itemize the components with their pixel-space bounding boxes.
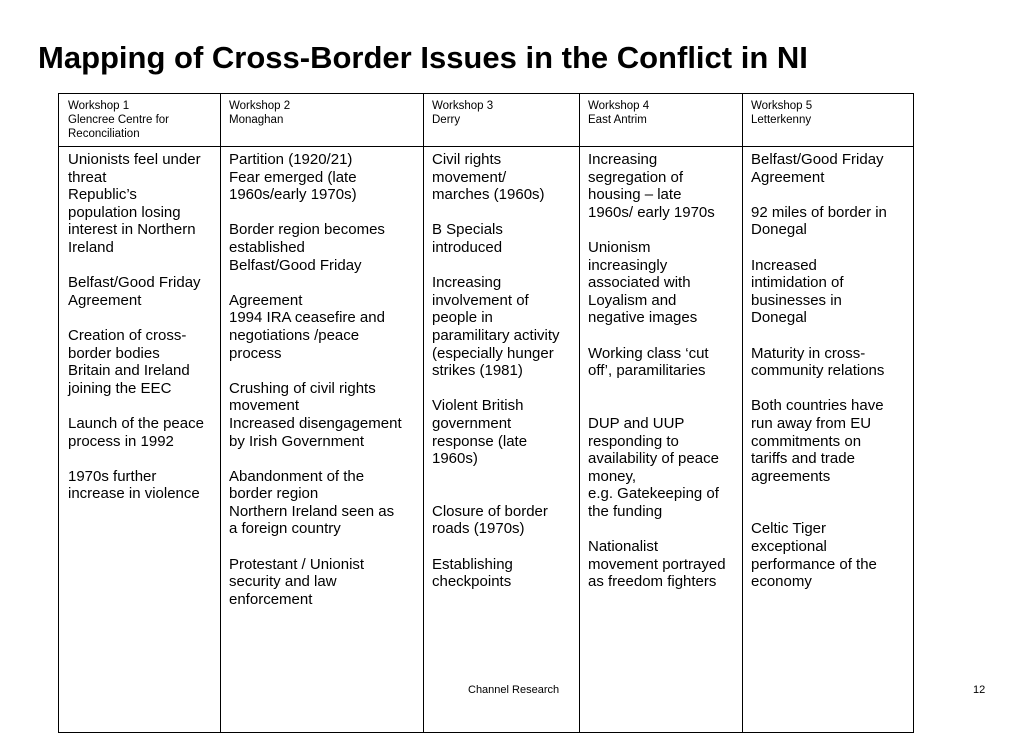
- issue-line: Fear emerged (late: [229, 168, 357, 186]
- issue-line: [432, 468, 560, 486]
- issue-line: movement/: [432, 168, 507, 186]
- issue-line: responding to: [588, 432, 679, 450]
- workshop-2-issues: [229, 151, 402, 608]
- issue-line: roads (1970s): [432, 520, 525, 538]
- issue-line: increasingly: [588, 256, 668, 274]
- header-line: Workshop 3: [432, 100, 494, 112]
- workshop-2-header: [229, 99, 290, 127]
- issue-line: movement portrayed: [588, 555, 726, 573]
- issue-line: [229, 450, 402, 468]
- issue-line: Establishing: [432, 555, 513, 573]
- workshop-4-issues: [588, 151, 726, 591]
- issue-line: Civil rights: [432, 151, 502, 168]
- issue-line: Ireland: [68, 238, 114, 256]
- issue-line: Belfast/Good Friday: [751, 151, 884, 168]
- issue-line: Partition (1920/21): [229, 151, 353, 168]
- issue-line: population losing: [68, 203, 181, 221]
- issue-line: [588, 380, 726, 398]
- issue-line: commitments on: [751, 432, 862, 450]
- issue-line: run away from EU: [751, 414, 872, 432]
- column-divider: [579, 94, 580, 732]
- header-line: Monaghan: [229, 114, 284, 126]
- workshop-1-header: [68, 99, 169, 141]
- issue-line: Belfast/Good Friday: [229, 256, 362, 274]
- issue-line: Increased: [751, 256, 817, 274]
- issue-line: by Irish Government: [229, 432, 365, 450]
- issue-line: B Specials: [432, 221, 503, 239]
- issue-line: 1960s): [432, 450, 478, 468]
- issue-line: [588, 327, 726, 345]
- issue-line: Increased disengagement: [229, 414, 402, 432]
- header-line: East Antrim: [588, 114, 647, 126]
- issue-line: e.g. Gatekeeping of: [588, 485, 719, 503]
- issue-line: paramilitary activity: [432, 326, 560, 344]
- column-divider: [220, 94, 221, 732]
- issue-line: community relations: [751, 362, 885, 380]
- issue-line: 1994 IRA ceasefire and: [229, 309, 385, 327]
- issue-line: Maturity in cross-: [751, 344, 866, 362]
- issue-line: exceptional: [751, 538, 827, 556]
- issue-line: [229, 274, 402, 292]
- issue-line: [68, 397, 204, 415]
- issue-line: Border region becomes: [229, 221, 385, 239]
- issue-line: Britain and Ireland: [68, 362, 190, 380]
- issue-line: process in 1992: [68, 432, 174, 450]
- column-divider: [742, 94, 743, 732]
- header-line: Workshop 2: [229, 100, 291, 112]
- header-line: Derry: [432, 114, 461, 126]
- workshop-5-issues: [751, 151, 887, 591]
- issue-line: agreements: [751, 467, 831, 485]
- issue-line: border region: [229, 485, 319, 503]
- issue-line: [751, 503, 887, 521]
- issue-line: Unionists feel under: [68, 151, 201, 168]
- header-line: Glencree Centre for: [68, 114, 169, 126]
- header-line: Reconciliation: [68, 128, 140, 140]
- issue-line: strikes (1981): [432, 362, 523, 380]
- issue-line: 92 miles of border in: [751, 203, 887, 221]
- issue-line: segregation of: [588, 168, 684, 186]
- issue-line: joining the EEC: [68, 379, 172, 397]
- workshop-3-issues: [432, 151, 560, 591]
- issue-line: security and law: [229, 573, 337, 591]
- issue-line: Republic’s: [68, 186, 137, 204]
- issue-line: 1970s further: [68, 467, 157, 485]
- header-line: Workshop 1: [68, 100, 130, 112]
- header-line: Workshop 5: [751, 100, 813, 112]
- issue-line: process: [229, 344, 282, 362]
- issue-line: Loyalism and: [588, 291, 677, 309]
- issue-line: money,: [588, 467, 637, 485]
- issue-line: Unionism: [588, 238, 651, 256]
- workshop-3-header: [432, 99, 493, 127]
- workshop-1-issues: [68, 151, 204, 503]
- issue-line: 1960s/early 1970s): [229, 186, 357, 204]
- issue-line: Celtic Tiger: [751, 520, 827, 538]
- issue-line: Working class ‘cut: [588, 344, 709, 362]
- issue-line: Creation of cross-: [68, 326, 187, 344]
- workshop-5-header: [751, 99, 812, 127]
- header-line: Letterkenny: [751, 114, 812, 126]
- issue-line: intimidation of: [751, 274, 844, 292]
- issue-line: Northern Ireland seen as: [229, 502, 395, 520]
- issue-line: increase in violence: [68, 485, 200, 503]
- footer-source: Channel Research: [468, 684, 560, 696]
- issue-line: tariffs and trade: [751, 450, 855, 468]
- issue-line: associated with: [588, 274, 691, 292]
- issue-line: [751, 485, 887, 503]
- issue-line: government: [432, 414, 512, 432]
- issue-line: marches (1960s): [432, 186, 545, 204]
- issue-line: [229, 362, 402, 380]
- issue-line: Abandonment of the: [229, 467, 365, 485]
- issue-line: [751, 380, 887, 398]
- issue-line: Crushing of civil rights: [229, 379, 376, 397]
- issue-line: checkpoints: [432, 573, 512, 591]
- issue-line: availability of peace: [588, 450, 719, 468]
- issue-line: [68, 309, 204, 327]
- issue-line: negotiations /peace: [229, 326, 360, 344]
- issue-line: border bodies: [68, 344, 160, 362]
- issue-line: businesses in: [751, 291, 842, 309]
- issue-line: Donegal: [751, 309, 807, 327]
- issue-line: [432, 257, 560, 275]
- issue-line: Belfast/Good Friday: [68, 274, 201, 292]
- issue-line: Violent British: [432, 397, 524, 415]
- page-title: Mapping of Cross-Border Issues in the Conflict in NI: [38, 40, 808, 75]
- issue-line: introduced: [432, 238, 503, 256]
- issue-line: [432, 380, 560, 398]
- issue-line: [751, 327, 887, 345]
- issue-line: enforcement: [229, 590, 313, 608]
- header-divider: [59, 146, 913, 147]
- issue-line: [588, 520, 726, 538]
- issue-line: DUP and UUP: [588, 414, 685, 432]
- issue-line: economy: [751, 573, 812, 591]
- workshop-table: [58, 93, 914, 733]
- issue-line: [229, 538, 402, 556]
- issue-line: [751, 186, 887, 204]
- issue-line: Increasing: [588, 151, 658, 168]
- workshop-4-header: [588, 99, 649, 127]
- header-line: Workshop 4: [588, 100, 650, 112]
- issue-line: [432, 485, 560, 503]
- issue-line: [588, 221, 726, 239]
- issue-line: [229, 204, 402, 222]
- issue-line: threat: [68, 168, 107, 186]
- issue-line: Donegal: [751, 221, 807, 239]
- issue-line: off’, paramilitaries: [588, 362, 706, 380]
- issue-line: [588, 397, 726, 415]
- issue-line: movement: [229, 397, 300, 415]
- issue-line: Agreement: [229, 291, 303, 309]
- issue-line: Nationalist: [588, 538, 659, 556]
- page-number: 12: [973, 684, 986, 696]
- issue-line: Agreement: [68, 291, 142, 309]
- issue-line: Agreement: [751, 168, 825, 186]
- issue-line: Both countries have: [751, 397, 884, 415]
- issue-line: established: [229, 238, 305, 256]
- issue-line: as freedom fighters: [588, 573, 717, 591]
- issue-line: [68, 257, 204, 275]
- issue-line: [751, 239, 887, 257]
- issue-line: Launch of the peace: [68, 414, 204, 432]
- issue-line: Increasing: [432, 274, 502, 292]
- issue-line: [68, 450, 204, 468]
- issue-line: (especially hunger: [432, 344, 554, 362]
- issue-line: a foreign country: [229, 520, 341, 538]
- issue-line: response (late: [432, 432, 528, 450]
- issue-line: housing – late: [588, 186, 682, 204]
- issue-line: performance of the: [751, 555, 877, 573]
- issue-line: 1960s/ early 1970s: [588, 203, 715, 221]
- column-divider: [423, 94, 424, 732]
- issue-line: negative images: [588, 309, 698, 327]
- issue-line: interest in Northern: [68, 221, 196, 239]
- issue-line: [432, 538, 560, 556]
- issue-line: involvement of: [432, 291, 529, 309]
- issue-line: Protestant / Unionist: [229, 555, 365, 573]
- issue-line: Closure of border: [432, 502, 548, 520]
- issue-line: [432, 204, 560, 222]
- issue-line: people in: [432, 309, 493, 327]
- issue-line: the funding: [588, 502, 663, 520]
